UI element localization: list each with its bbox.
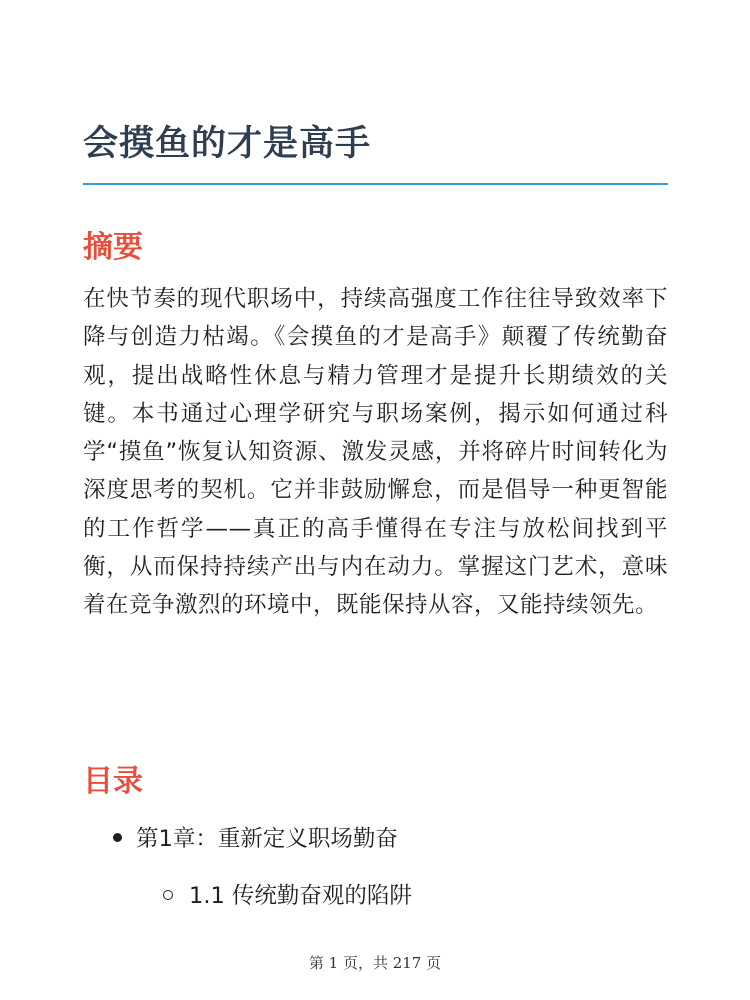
toc-item-chapter-1[interactable] [113, 821, 398, 853]
bullet-disc-icon [113, 833, 122, 842]
title-divider [83, 183, 668, 185]
abstract-paragraph: 在快节奏的现代职场中，持续高强度工作往往导致效率下降与创造力枯竭。《会摸鱼的才是高手》颠覆了传统勤奋观，提出战略性休息与精力管理才是提升长期绩效的关键。本书通过心理学研究与职场案例，揭示如何通过科学“摸鱼”恢复认知资源、激发灵感，并将碎片时间转化为深度思考的契机。它并非鼓励懈怠，而是倡导一种更智能的工作哲学——真正的高手懂得在专注与放松间找到平衡，从而保持持续产出与内在动力。掌握这门艺术，意味着在竞争激烈的环境中，既能保持从容，又能持续领先。 [83, 286, 668, 619]
bullet-circle-icon [163, 890, 173, 900]
toc-item-label: 第1章：重新定义职场勤奋 [136, 826, 398, 852]
document-title: 会摸鱼的才是高手 [83, 124, 372, 164]
toc-item-section-1-1[interactable] [163, 878, 412, 910]
page-footer: 第 1 页，共 217 页 [308, 954, 442, 972]
toc-item-label: 1.1 传统勤奋观的陷阱 [189, 883, 412, 909]
toc-heading: 目录 [83, 764, 143, 799]
abstract-heading: 摘要 [83, 230, 143, 265]
